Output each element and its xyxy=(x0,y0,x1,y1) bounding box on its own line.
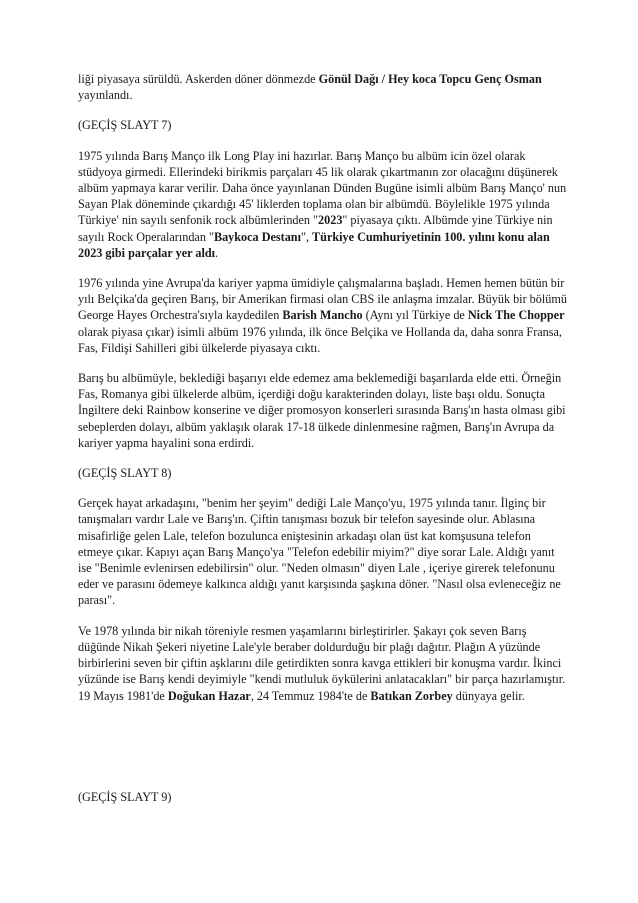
album-title-bold: Nick The Chopper xyxy=(467,308,565,323)
child-name-bold: Batıkan Zorbey xyxy=(370,688,453,703)
paragraph-text: , 24 Temmuz 1984'te de xyxy=(250,688,371,703)
paragraph-wedding xyxy=(78,623,568,704)
paragraph-text: " piyasaya çıktı. Albümde yine Türkiye nin sayılı Rock Operalarından " xyxy=(78,213,553,244)
child-name-bold: Doğukan Hazar xyxy=(167,688,251,703)
paragraph-text: 1976 yılında yine Avrupa'da kariyer yapma ümidiyle çalışmalarına başladı. Hemen hemen bütün bir yılı Belçika'da geçiren Barış, bir Amerikan firmasi olan CBS ile anlaşma imzalar. Büyük bir bölümü George Hayes Orchestra'sıyla kaydedilen xyxy=(78,276,567,323)
song-title-bold: Gönül Dağı / Hey koca Topcu Genç Osman xyxy=(318,72,542,86)
album-title-bold: Barish Mancho xyxy=(282,308,363,323)
paragraph-text: 1975 yılında Barış Manço ilk Long Play ini hazırlar. Barış Manço bu albüm icin özel olarak stüdyoya girmedi. Ellerindeki birikmis parçaları 45 lik olarak çıkartmanın zor olacağını düşünerek albüm yapmaya karar verilir. Daha önce yayınlanan Dünden Bugüne isimli albüm Barış Manço' nun Sayan Plak döneminde çıkardığı 45' liklerden toplama olan bir albümdü. Böylelikle 1975 yılında Türkiye' nin sayılı senfonik rock albümlerinden " xyxy=(78,148,567,228)
paragraph-text: olarak piyasa çıkar) isimli albüm 1976 yılında, ilk önce Belçika ve Hollanda da, daha sonra Fransa, Fas, Fildişi Sahilleri gibi ülkelerde piyasaya cıktı. xyxy=(78,324,562,355)
paragraph-album-success: Barış bu albümüyle, beklediği başarıyı elde edemez ama beklemediği başarılarda elde etti. Örneğin Fas, Romanya gibi ülkelerde albüm, içerdiği doğu karakterinden dolayı, liste başı oldu. Sonuçta İngiltere deki Rainbow konserine ve diğer promosyon konserleri sırasında Barış'ın hasta olması gibi sebeplerden dolayı, albüm yaklaşık olarak 17-18 ülkede dinlenmesine rağmen, Barış'ın Avrupa da kariyer yapma hayalini sona erdirdi. xyxy=(78,371,566,450)
paragraph-text: yayınlandı. xyxy=(78,88,133,103)
slide-marker-9: (GEÇİŞ SLAYT 9) xyxy=(78,790,172,804)
slide-marker-7: (GEÇİŞ SLAYT 7) xyxy=(78,118,172,133)
paragraph-1975-album xyxy=(78,148,568,261)
paragraph-text: (Aynı yıl Türkiye de xyxy=(362,308,468,323)
paragraph-text: liği piyasaya sürüldü. Askerden döner dönmezde xyxy=(78,72,319,86)
paragraph-text: Ve 1978 yılında bir nikah töreniyle resmen yaşamlarını birleştirirler. Şakayı çok seven Barış düğünde Nikah Şekeri niyetine Lale'yle beraber doldurduğu bir plağı dağıtır. Plağın A yüzünde birbirlerini seven bir çiftin aşklarını dile getirdikten sonra kavga ettikleri bir konuşma vardır. İkinci yüzünde ise Barış kendi deyimiyle "kendi mutluluk öykülerini anlatacakları" bir parça hazırlamıştır. 19 Mayıs 1981'de xyxy=(78,623,566,703)
album-title-bold: 2023 xyxy=(318,213,343,228)
paragraph-1976-europe xyxy=(78,275,568,356)
paragraph-text: dünyaya gelir. xyxy=(452,688,525,703)
highlight-bold: Türkiye Cumhuriyetinin 100. yılını konu alan 2023 gibi parçalar yer aldı xyxy=(78,229,550,260)
document-body xyxy=(78,71,568,718)
paragraph-text: ", xyxy=(300,229,313,244)
paragraph-meeting-lale: Gerçek hayat arkadaşını, "benim her şeyim" dediği Lale Manço'yu, 1975 yılında tanır. İlginç bir tanışmaları vardır Lale ve Barış'ın. Çiftin tanışması bozuk bir telefon sayesinde olur. Ablasına misafirliğe gelen Lale, telefon bozulunca eniştesinin arkadaşı olan üst kat komşusuna telefon etmeye çıkar. Kapıyı açan Barış Manço'ya "Telefon edebilir miyim?" diye sorar Lale. Aldığı yanıt ise "Benimle evlenirsen edebilirsin" olur. "Neden olmasın" diyen Lale , içeriye girerek telefonunu eder ve parasını ödemeye kalkınca aldığı yanıt karşısında şaşkına döner. "Nasıl olsa evleneceğiz ne parası". xyxy=(78,496,561,608)
paragraph-text: . xyxy=(215,245,219,260)
song-title-bold: Baykoca Destanı xyxy=(213,229,301,244)
paragraph-album-release xyxy=(78,71,568,103)
slide-marker-8: (GEÇİŞ SLAYT 8) xyxy=(78,466,172,481)
